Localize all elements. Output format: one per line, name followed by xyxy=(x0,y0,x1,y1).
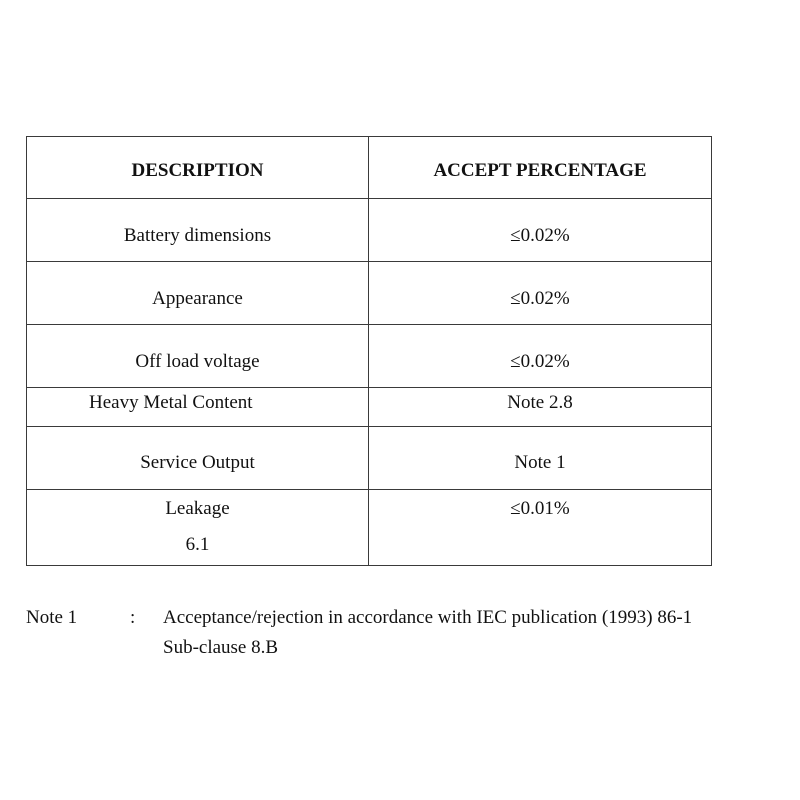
table-row xyxy=(27,325,712,388)
cell-accept: ≤0.02% xyxy=(369,262,712,325)
footnote-line-2: Sub-clause 8.B xyxy=(163,637,279,658)
footnote-separator: : xyxy=(130,607,136,628)
cell-accept: ≤0.02% xyxy=(369,325,712,388)
cell-accept: Note 2.8 xyxy=(369,388,712,427)
cell-description: Appearance xyxy=(27,262,369,325)
cell-description: Battery dimensions xyxy=(27,199,369,262)
cell-accept-value: ≤0.01% xyxy=(510,498,570,519)
footnote-line-1: Acceptance/rejection in accordance with IEC publication (1993) 86-1 xyxy=(163,607,693,628)
cell-description: Off load voltage xyxy=(27,325,369,388)
cell-description-sub: 6.1 xyxy=(185,534,210,555)
table-row xyxy=(27,199,712,262)
cell-description: Service Output xyxy=(27,427,369,490)
table-row xyxy=(27,490,712,566)
footnote-text xyxy=(163,603,800,663)
cell-description: Leakage xyxy=(165,498,230,519)
table-header-row xyxy=(27,137,712,199)
table-row xyxy=(27,262,712,325)
cell-description: Heavy Metal Content xyxy=(27,388,369,427)
table-row xyxy=(27,388,712,427)
cell-accept: ≤0.02% xyxy=(369,199,712,262)
cell-accept: Note 1 xyxy=(369,427,712,490)
table-row xyxy=(27,427,712,490)
footnote-label: Note 1 xyxy=(26,607,78,628)
cell-description-leakage xyxy=(27,490,369,566)
header-description: DESCRIPTION xyxy=(27,137,369,199)
header-accept-percentage: ACCEPT PERCENTAGE xyxy=(369,137,712,199)
cell-accept xyxy=(369,490,712,566)
acceptance-table xyxy=(26,136,712,566)
